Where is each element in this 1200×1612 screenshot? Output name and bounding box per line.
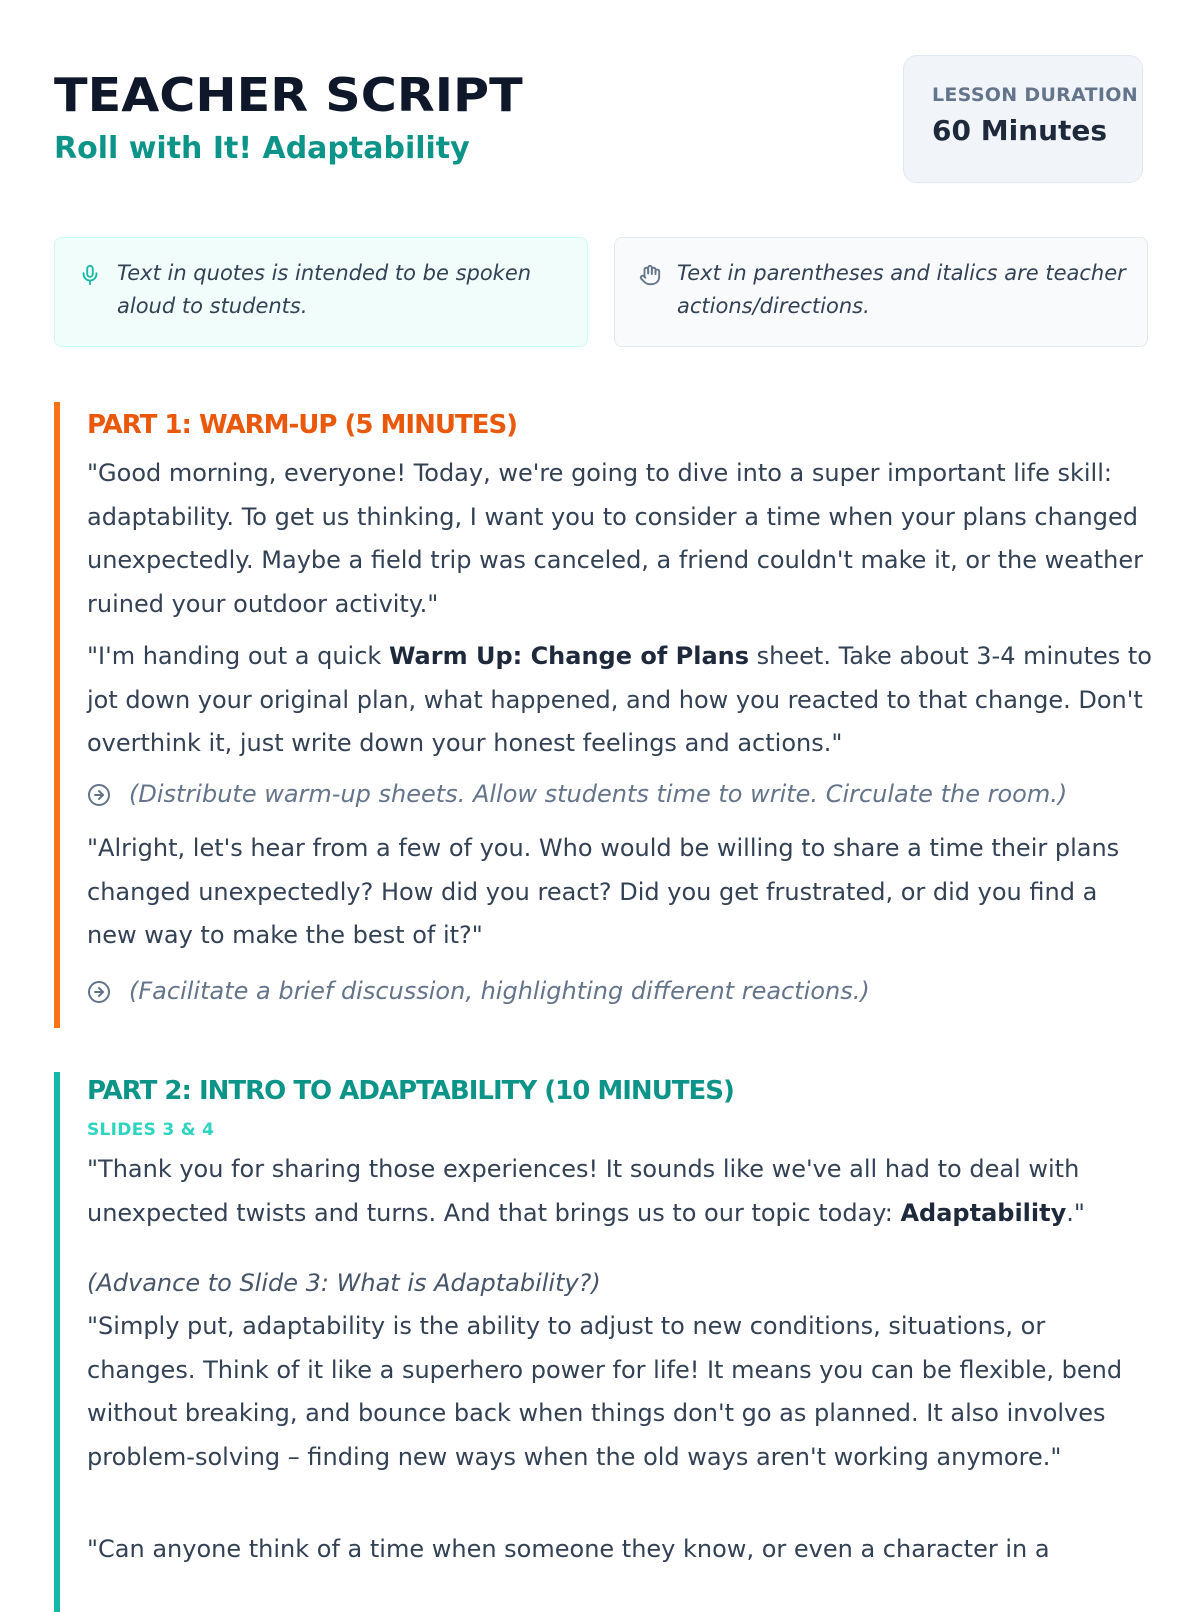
part1-accent-bar (54, 402, 60, 1028)
lesson-subtitle: Roll with It! Adaptability (54, 131, 470, 166)
arrow-circle-right-icon (87, 783, 111, 807)
part1-direction-2-text: (Facilitate a brief discussion, highlighting different reactions.) (129, 977, 870, 1005)
lesson-duration-card (903, 55, 1143, 183)
part1-p2-text-b: sheet. Take about 3-4 minutes to jot down your original plan, what happened, and how you reacted to that change. Don't overthink it, just write down your honest feelings and actions." (87, 642, 1152, 757)
part2-p1-text-b: ." (1066, 1198, 1085, 1227)
part1-warm-up-section (54, 402, 1152, 1028)
part2-direction-1: (Advance to Slide 3: What is Adaptability?) (87, 1269, 601, 1297)
part1-paragraph-2 (87, 635, 1152, 766)
legend-action-text: Text in parentheses and italics are teacher actions/directions. (677, 261, 1126, 318)
part2-p1-text-a: "Thank you for sharing those experiences! It sounds like we've all had to deal with unexpected twists and turns. And that brings us to our topic today: (87, 1155, 1080, 1227)
part1-p2-text-a: "I'm handing out a quick (87, 642, 389, 670)
part2-accent-bar (54, 1072, 60, 1612)
part1-paragraph-3: "Alright, let's hear from a few of you. Who would be willing to share a time their plans changed unexpectedly? How did you react? Did you get frustrated, or did you find a new way to make the best of it?" (87, 834, 1120, 949)
part2-intro-section (54, 1072, 1146, 1612)
part1-heading: PART 1: WARM-UP (5 MINUTES) (87, 410, 518, 440)
legend-spoken (54, 237, 588, 347)
header (54, 68, 1146, 188)
arrow-circle-right-icon (87, 980, 111, 1004)
topic-keyword: Adaptability (900, 1198, 1067, 1227)
microphone-icon (79, 264, 101, 286)
part1-direction-1-text: (Distribute warm-up sheets. Allow students time to write. Circulate the room.) (129, 780, 1068, 808)
hand-icon (639, 264, 661, 286)
part2-slides-label: SLIDES 3 & 4 (87, 1120, 215, 1140)
part2-paragraph-3: "Can anyone think of a time when someone they know, or even a character in a (87, 1535, 1050, 1563)
legend-spoken-text: Text in quotes is intended to be spoken aloud to students. (117, 261, 532, 318)
warm-up-sheet-name: Warm Up: Change of Plans (388, 642, 750, 670)
duration-value: 60 Minutes (932, 114, 1108, 147)
part2-paragraph-2: "Simply put, adaptability is the ability to adjust to new conditions, situations, or changes. Think of it like a superhero power for life! It means you can be flexible, bend without breaking, and bounce back when things don't go as planned. It also involves problem-solving – finding new ways when the old ways aren't working anymore." (87, 1312, 1123, 1471)
page-title: TEACHER SCRIPT (54, 68, 523, 122)
part2-heading: PART 2: INTRO TO ADAPTABILITY (10 MINUTES) (87, 1076, 734, 1106)
part2-paragraph-1 (87, 1148, 1152, 1235)
legend-action (614, 237, 1148, 347)
duration-label: LESSON DURATION (932, 84, 1138, 106)
part1-paragraph-1: "Good morning, everyone! Today, we're going to dive into a super important life skill: adaptability. To get us thinking, I want you to consider a time when your plans changed unexpectedly. Maybe a field trip was canceled, a friend couldn't make it, or the weather ruined your outdoor activity." (87, 459, 1143, 618)
